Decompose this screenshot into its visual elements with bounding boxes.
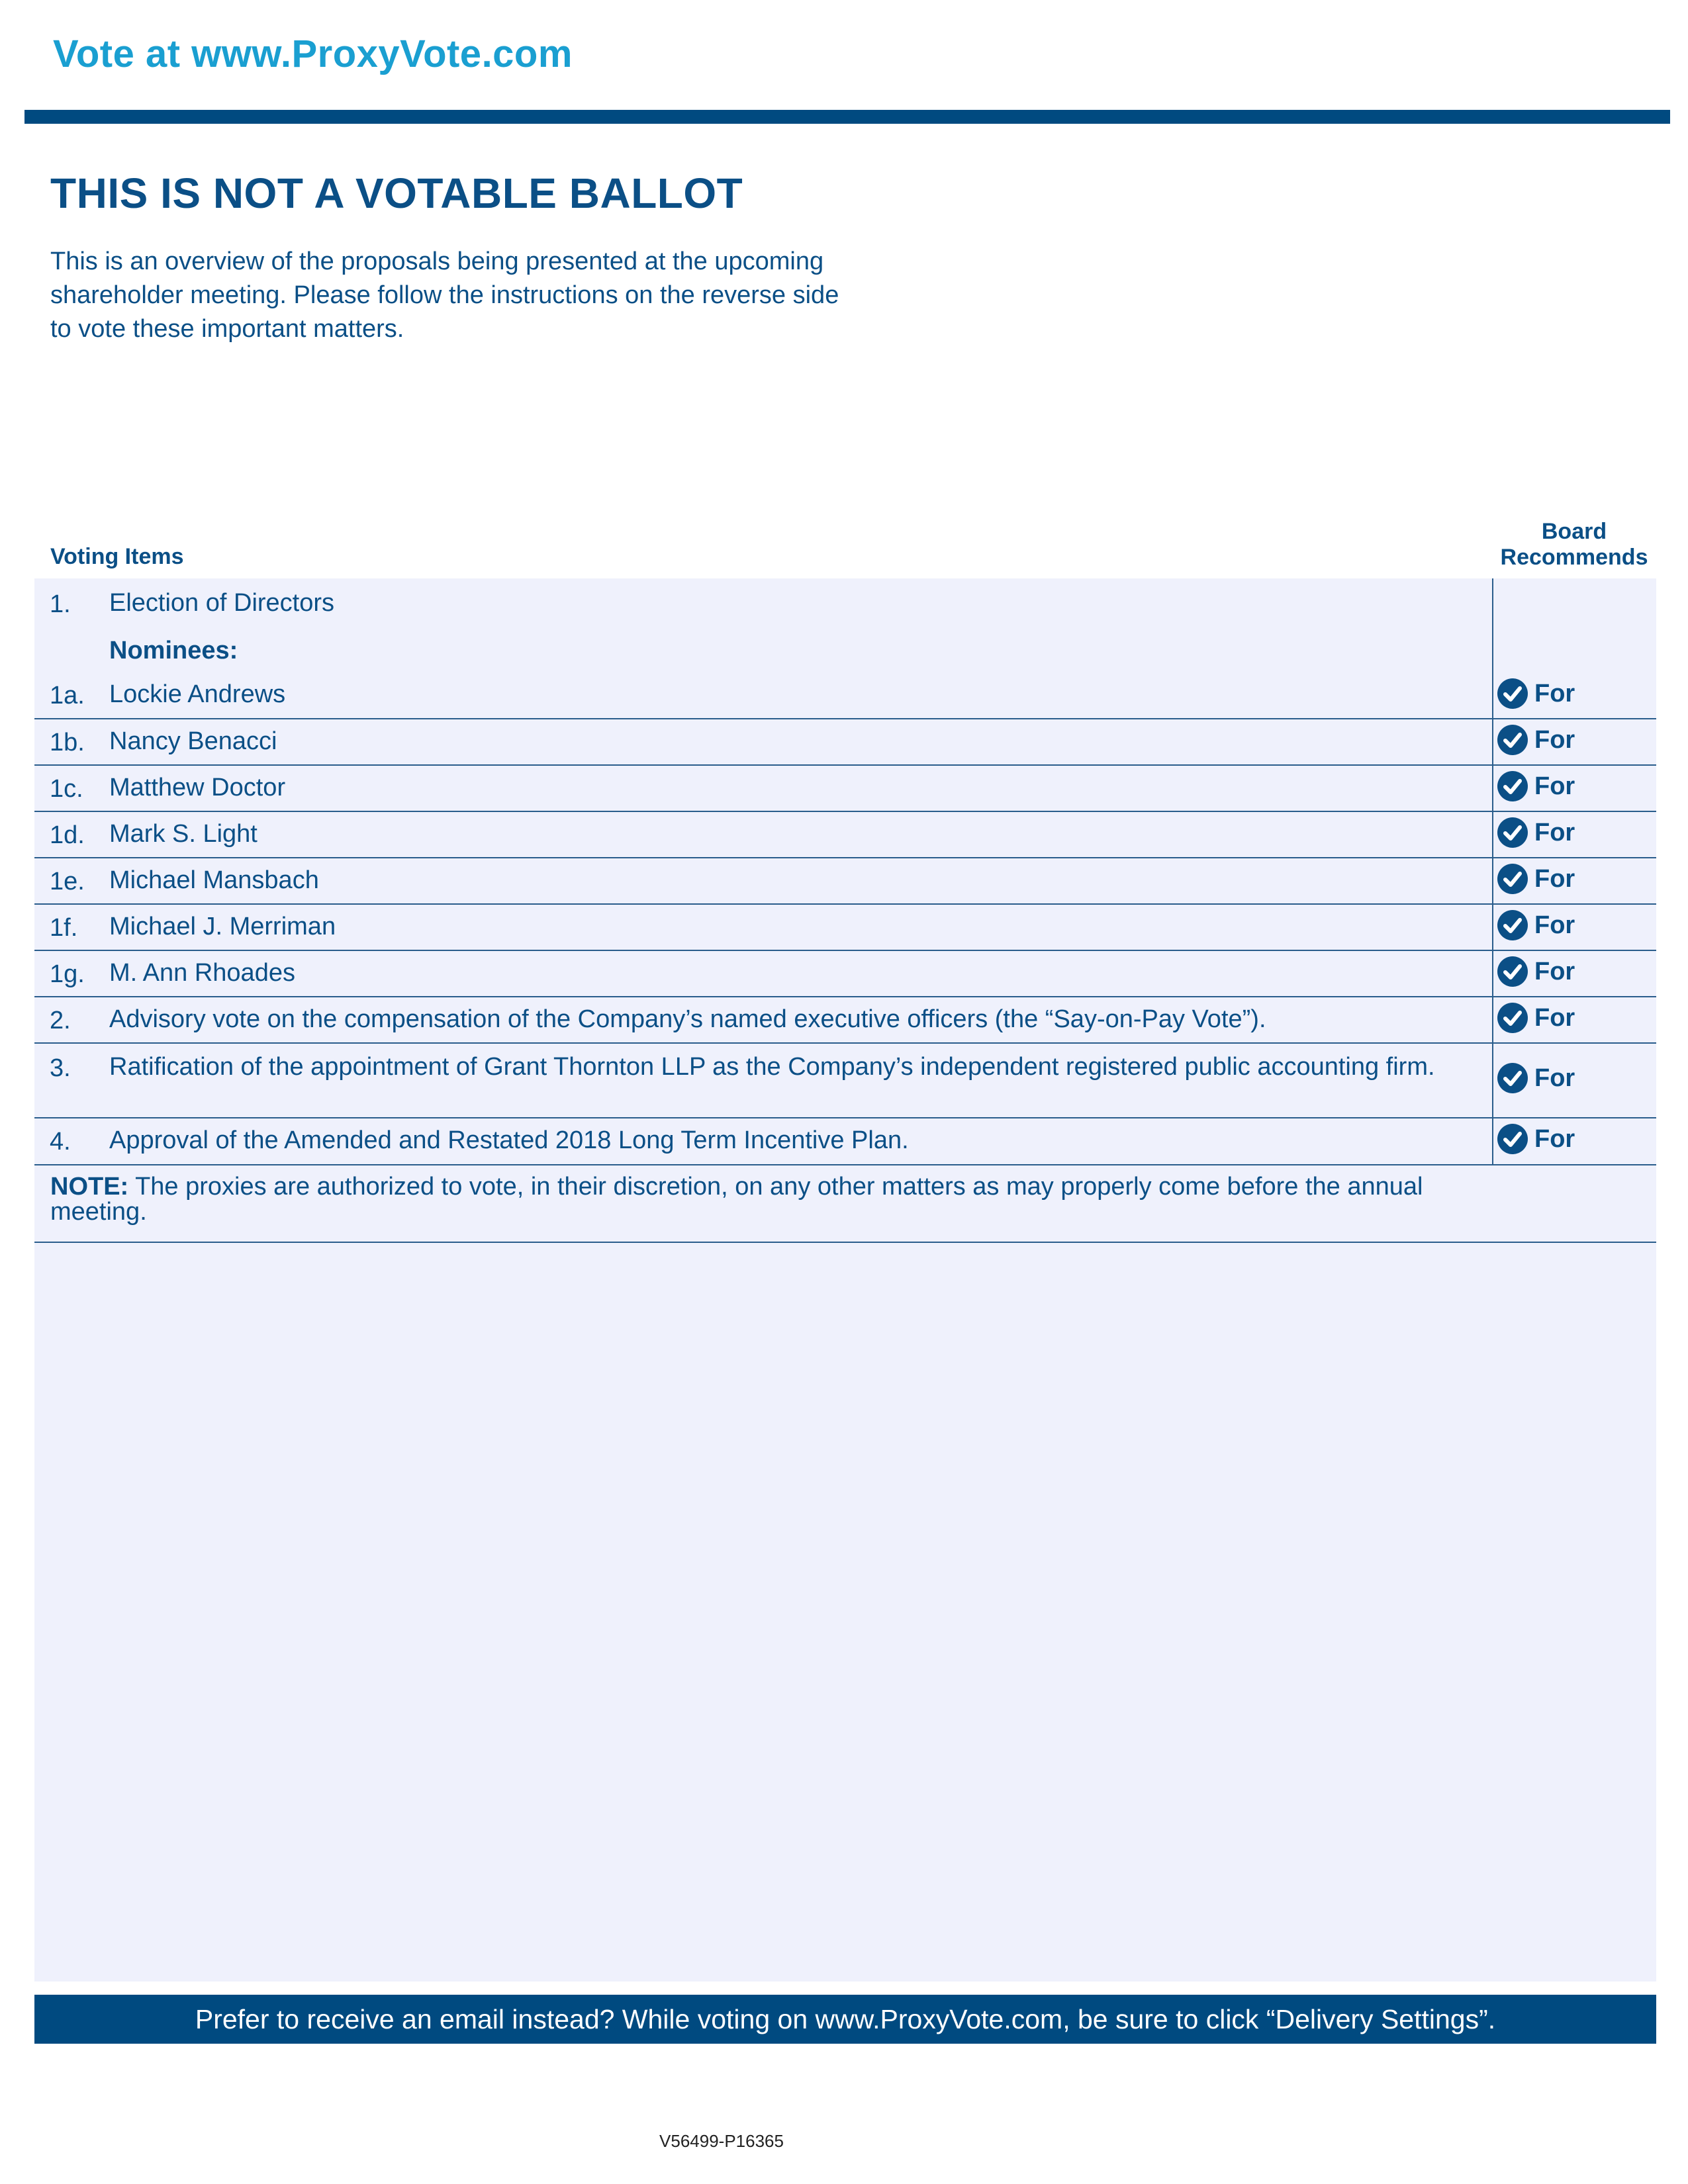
document-code: V56499-P16365 (659, 2131, 784, 2151)
board-header-line2: Recommends (1500, 545, 1648, 570)
item-text: Ratification of the appointment of Grant Thornton LLP as the Company’s independent registered public accounting firm. (109, 1053, 1435, 1081)
check-circle-icon (1497, 864, 1528, 894)
row-separator (34, 1117, 1656, 1118)
item-text: Nancy Benacci (109, 727, 277, 755)
recommendation-label: For (1534, 957, 1575, 985)
board-header-line1: Board (1541, 519, 1607, 544)
recommendation-cell (1497, 817, 1575, 848)
recommendation-cell (1497, 910, 1575, 940)
recommendation-label: For (1534, 1064, 1575, 1092)
board-recommends-header (1495, 519, 1654, 570)
item-text: Matthew Doctor (109, 774, 286, 801)
recommendation-cell (1497, 1124, 1575, 1154)
item-text: Lockie Andrews (109, 680, 286, 708)
item-text: Mark S. Light (109, 820, 258, 848)
row-separator (34, 718, 1656, 719)
recommendation-label: For (1534, 772, 1575, 800)
proxyvote-link[interactable]: Vote at www.ProxyVote.com (53, 32, 573, 75)
recommendation-label: For (1534, 911, 1575, 939)
row-separator (34, 996, 1656, 997)
recommendation-cell (1497, 771, 1575, 801)
check-circle-icon (1497, 1003, 1528, 1033)
nominees-label: Nominees: (109, 637, 238, 664)
row-separator (34, 950, 1656, 951)
note-text: The proxies are authorized to vote, in their discretion, on any other matters as may properly come before the annual meeting. (50, 1173, 1423, 1226)
item-text: Michael Mansbach (109, 866, 319, 894)
note-separator (34, 1242, 1656, 1243)
check-circle-icon (1497, 1124, 1528, 1154)
item-text: Election of Directors (109, 589, 335, 617)
recommendation-label: For (1534, 679, 1575, 707)
check-circle-icon (1497, 725, 1528, 755)
delivery-settings-banner: Prefer to receive an email instead? While voting on www.ProxyVote.com, be sure to click “Delivery Settings”. (34, 1995, 1656, 2044)
row-separator (34, 857, 1656, 858)
recommendation-cell (1497, 725, 1575, 755)
item-number: 1a. (50, 682, 85, 709)
page-title: THIS IS NOT A VOTABLE BALLOT (50, 169, 743, 217)
recommendation-cell (1497, 1003, 1575, 1033)
item-text: M. Ann Rhoades (109, 959, 295, 987)
recommendation-cell (1497, 864, 1575, 894)
row-separator (34, 1164, 1656, 1165)
note-label: NOTE: (50, 1173, 129, 1201)
item-text: Michael J. Merriman (109, 913, 336, 940)
item-number: 4. (50, 1128, 71, 1156)
header-rule (24, 110, 1670, 124)
item-text: Advisory vote on the compensation of the Company’s named executive officers (the “Say-on-Pay Vote”). (109, 1005, 1266, 1033)
row-separator (34, 811, 1656, 812)
row-separator (34, 903, 1656, 905)
check-circle-icon (1497, 678, 1528, 709)
recommendation-label: For (1534, 864, 1575, 893)
recommendation-label: For (1534, 818, 1575, 846)
item-number: 2. (50, 1007, 71, 1034)
item-number: 3. (50, 1054, 71, 1082)
item-number: 1g. (50, 960, 85, 988)
check-circle-icon (1497, 817, 1528, 848)
row-separator (34, 764, 1656, 766)
check-circle-icon (1497, 771, 1528, 801)
item-number: 1d. (50, 821, 85, 849)
item-number: 1f. (50, 914, 78, 942)
recommend-column-divider (1492, 578, 1493, 1164)
recommendation-cell (1497, 678, 1575, 709)
recommendation-label: For (1534, 1124, 1575, 1153)
recommendation-label: For (1534, 725, 1575, 754)
note (50, 1174, 1493, 1224)
check-circle-icon (1497, 910, 1528, 940)
item-number: 1c. (50, 775, 83, 803)
recommendation-label: For (1534, 1003, 1575, 1032)
recommendation-cell (1497, 1063, 1575, 1093)
voting-items-header: Voting Items (50, 544, 184, 569)
item-number: 1b. (50, 729, 85, 756)
intro-paragraph: This is an overview of the proposals being presented at the upcoming shareholder meeting. Please follow the instructions on the reverse side to vote these important matters. (50, 248, 839, 343)
item-number: 1. (50, 590, 71, 618)
check-circle-icon (1497, 1063, 1528, 1093)
check-circle-icon (1497, 956, 1528, 987)
row-separator (34, 1042, 1656, 1044)
item-number: 1e. (50, 868, 85, 895)
item-text: Approval of the Amended and Restated 2018 Long Term Incentive Plan. (109, 1126, 909, 1154)
recommendation-cell (1497, 956, 1575, 987)
